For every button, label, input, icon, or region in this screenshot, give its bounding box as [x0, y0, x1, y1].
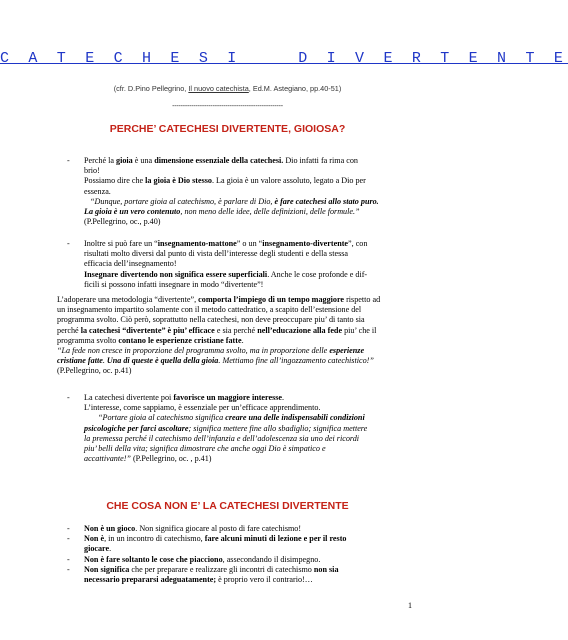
citation-prefix: (cfr. D.Pino Pellegrino, — [113, 84, 189, 93]
quote-line: “La fede non cresce in proporzione del programma svolto, ma in proporzione delle esperienze — [57, 346, 365, 356]
bullet-marker: - — [67, 524, 70, 533]
bullet-marker: - — [67, 534, 70, 543]
text-line: programma svolto. Ciò però, soprattutto nella catechesi, non deve preoccupare piu’ di tanto sia — [57, 315, 365, 325]
text-line: efficacia dell’insegnamento! — [84, 259, 177, 269]
quote-line: psicologiche per farci ascoltare; significa mettere fine allo sbadiglio; significa mettere — [84, 423, 368, 433]
quote-source: (P.Pellegrino, oc., p.40) — [84, 217, 161, 227]
citation — [0, 84, 455, 93]
list-item: Non è un gioco. Non significa giocare al posto di fare catechismo! — [84, 524, 302, 533]
quote-line: accattivante!” (P.Pellegrino, oc. , p.41) — [84, 454, 212, 464]
page-number: 1 — [408, 601, 412, 610]
text-line: risultati molto diversi dal punto di vista dell’interesse degli studenti e della stessa — [84, 249, 349, 259]
text-line: necessario prepararsi adeguatamente; è proprio vero il contrario!… — [84, 575, 313, 585]
bullet-marker: - — [67, 565, 70, 574]
quote-line: piu’ belli della vita; significa dimostrare che anche oggi Dio è simpatico e — [84, 444, 326, 454]
text-line: Non è, in un incontro di catechismo, fare alcuni minuti di lezione e per il resto — [84, 534, 347, 543]
section-heading-why: PERCHE’ CATECHESI DIVERTENTE, GIOIOSA? — [109, 123, 346, 135]
bullet-marker: - — [67, 555, 70, 564]
list-item: Non è fare soltanto le cose che piacciono, assecondando il disimpegno. — [84, 555, 321, 564]
text-line: L’interesse, come sappiamo, è essenziale per un’efficace apprendimento. — [84, 403, 321, 413]
text-line: essenza. — [84, 186, 111, 196]
citation-book-title: Il nuovo catechista — [188, 84, 249, 93]
quote-line: “Portare gioia al catechismo significa creare una delle indispensabili condizioni — [98, 413, 365, 423]
text-line: Non significa che per preparare e realizzare gli incontri di catechismo non sia — [84, 565, 339, 574]
list-item — [84, 565, 384, 585]
quote-source: (P.Pellegrino, oc. p.41) — [57, 366, 132, 376]
section-heading-what-not: CHE COSA NON E’ LA CATECHESI DIVERTENTE — [106, 500, 349, 512]
text-line: L’adoperare una metodologia “divertente”, comporta l’impiego di un tempo maggiore rispetto ad — [57, 295, 381, 304]
text-line: Possiamo dire che la gioia è Dio stesso. La gioia è un valore assoluto, legato a Dio per — [84, 176, 366, 186]
text-line: brio! — [84, 166, 100, 176]
quote-line: La gioia è un vero contenuto, non meno delle idee, delle definizioni, delle formule.” — [84, 207, 360, 217]
text-line: Inoltre si può fare un “insegnamento-mattone” o un “insegnamento-divertente”, con — [84, 239, 368, 248]
citation-suffix: , Ed.M. Astegiano, pp.40-51) — [248, 84, 342, 93]
quote-line: “Dunque, portare gioia al catechismo, è parlare di Dio, è fare catechesi allo stato puro. — [90, 196, 379, 206]
quote-line: la premessa perché il catechismo dell’infanzia e dell’adolescenza sia uno dei ricordi — [84, 433, 360, 443]
list-item — [84, 534, 384, 554]
paragraph-interest — [84, 393, 384, 464]
bullet-marker: - — [67, 239, 70, 248]
text-line: Perché la gioia è una dimensione essenziale della catechesi. Dio infatti fa rima con — [84, 156, 358, 165]
text-line: programma svolto contano le esperienze cristiane fatte. — [57, 335, 244, 345]
paragraph-joy — [84, 156, 384, 227]
text-line: Insegnare divertendo non significa essere superficiali. Anche le cose profonde e dif- — [84, 269, 368, 279]
paragraph-teaching — [84, 239, 384, 290]
text-line: ficili si possono infatti insegnare in modo “divertente”! — [84, 279, 264, 289]
paragraph-methodology — [57, 295, 384, 377]
quote-line: cristiane fatte. Una di queste è quella della gioia. Mettiamo fine all’ingozzamento catechistico!” — [57, 356, 374, 366]
bullet-marker: - — [67, 156, 70, 165]
separator-line: ---------------------------------------------------- — [172, 103, 283, 110]
text-line: perché la catechesi “divertente” è piu’ efficace e sia perché nell’educazione alla fede piu’ che il — [57, 325, 377, 335]
document-title: C A T E C H E S I D I V E R T E N T E — [0, 50, 568, 67]
text-line: giocare. — [84, 544, 112, 554]
bullet-marker: - — [67, 393, 70, 402]
text-line: La catechesi divertente poi favorisce un maggiore interesse. — [84, 393, 285, 402]
text-line: un insegnamento impartito solamente con il metodo cattedratico, a scapito dell’estensione del — [57, 305, 362, 315]
